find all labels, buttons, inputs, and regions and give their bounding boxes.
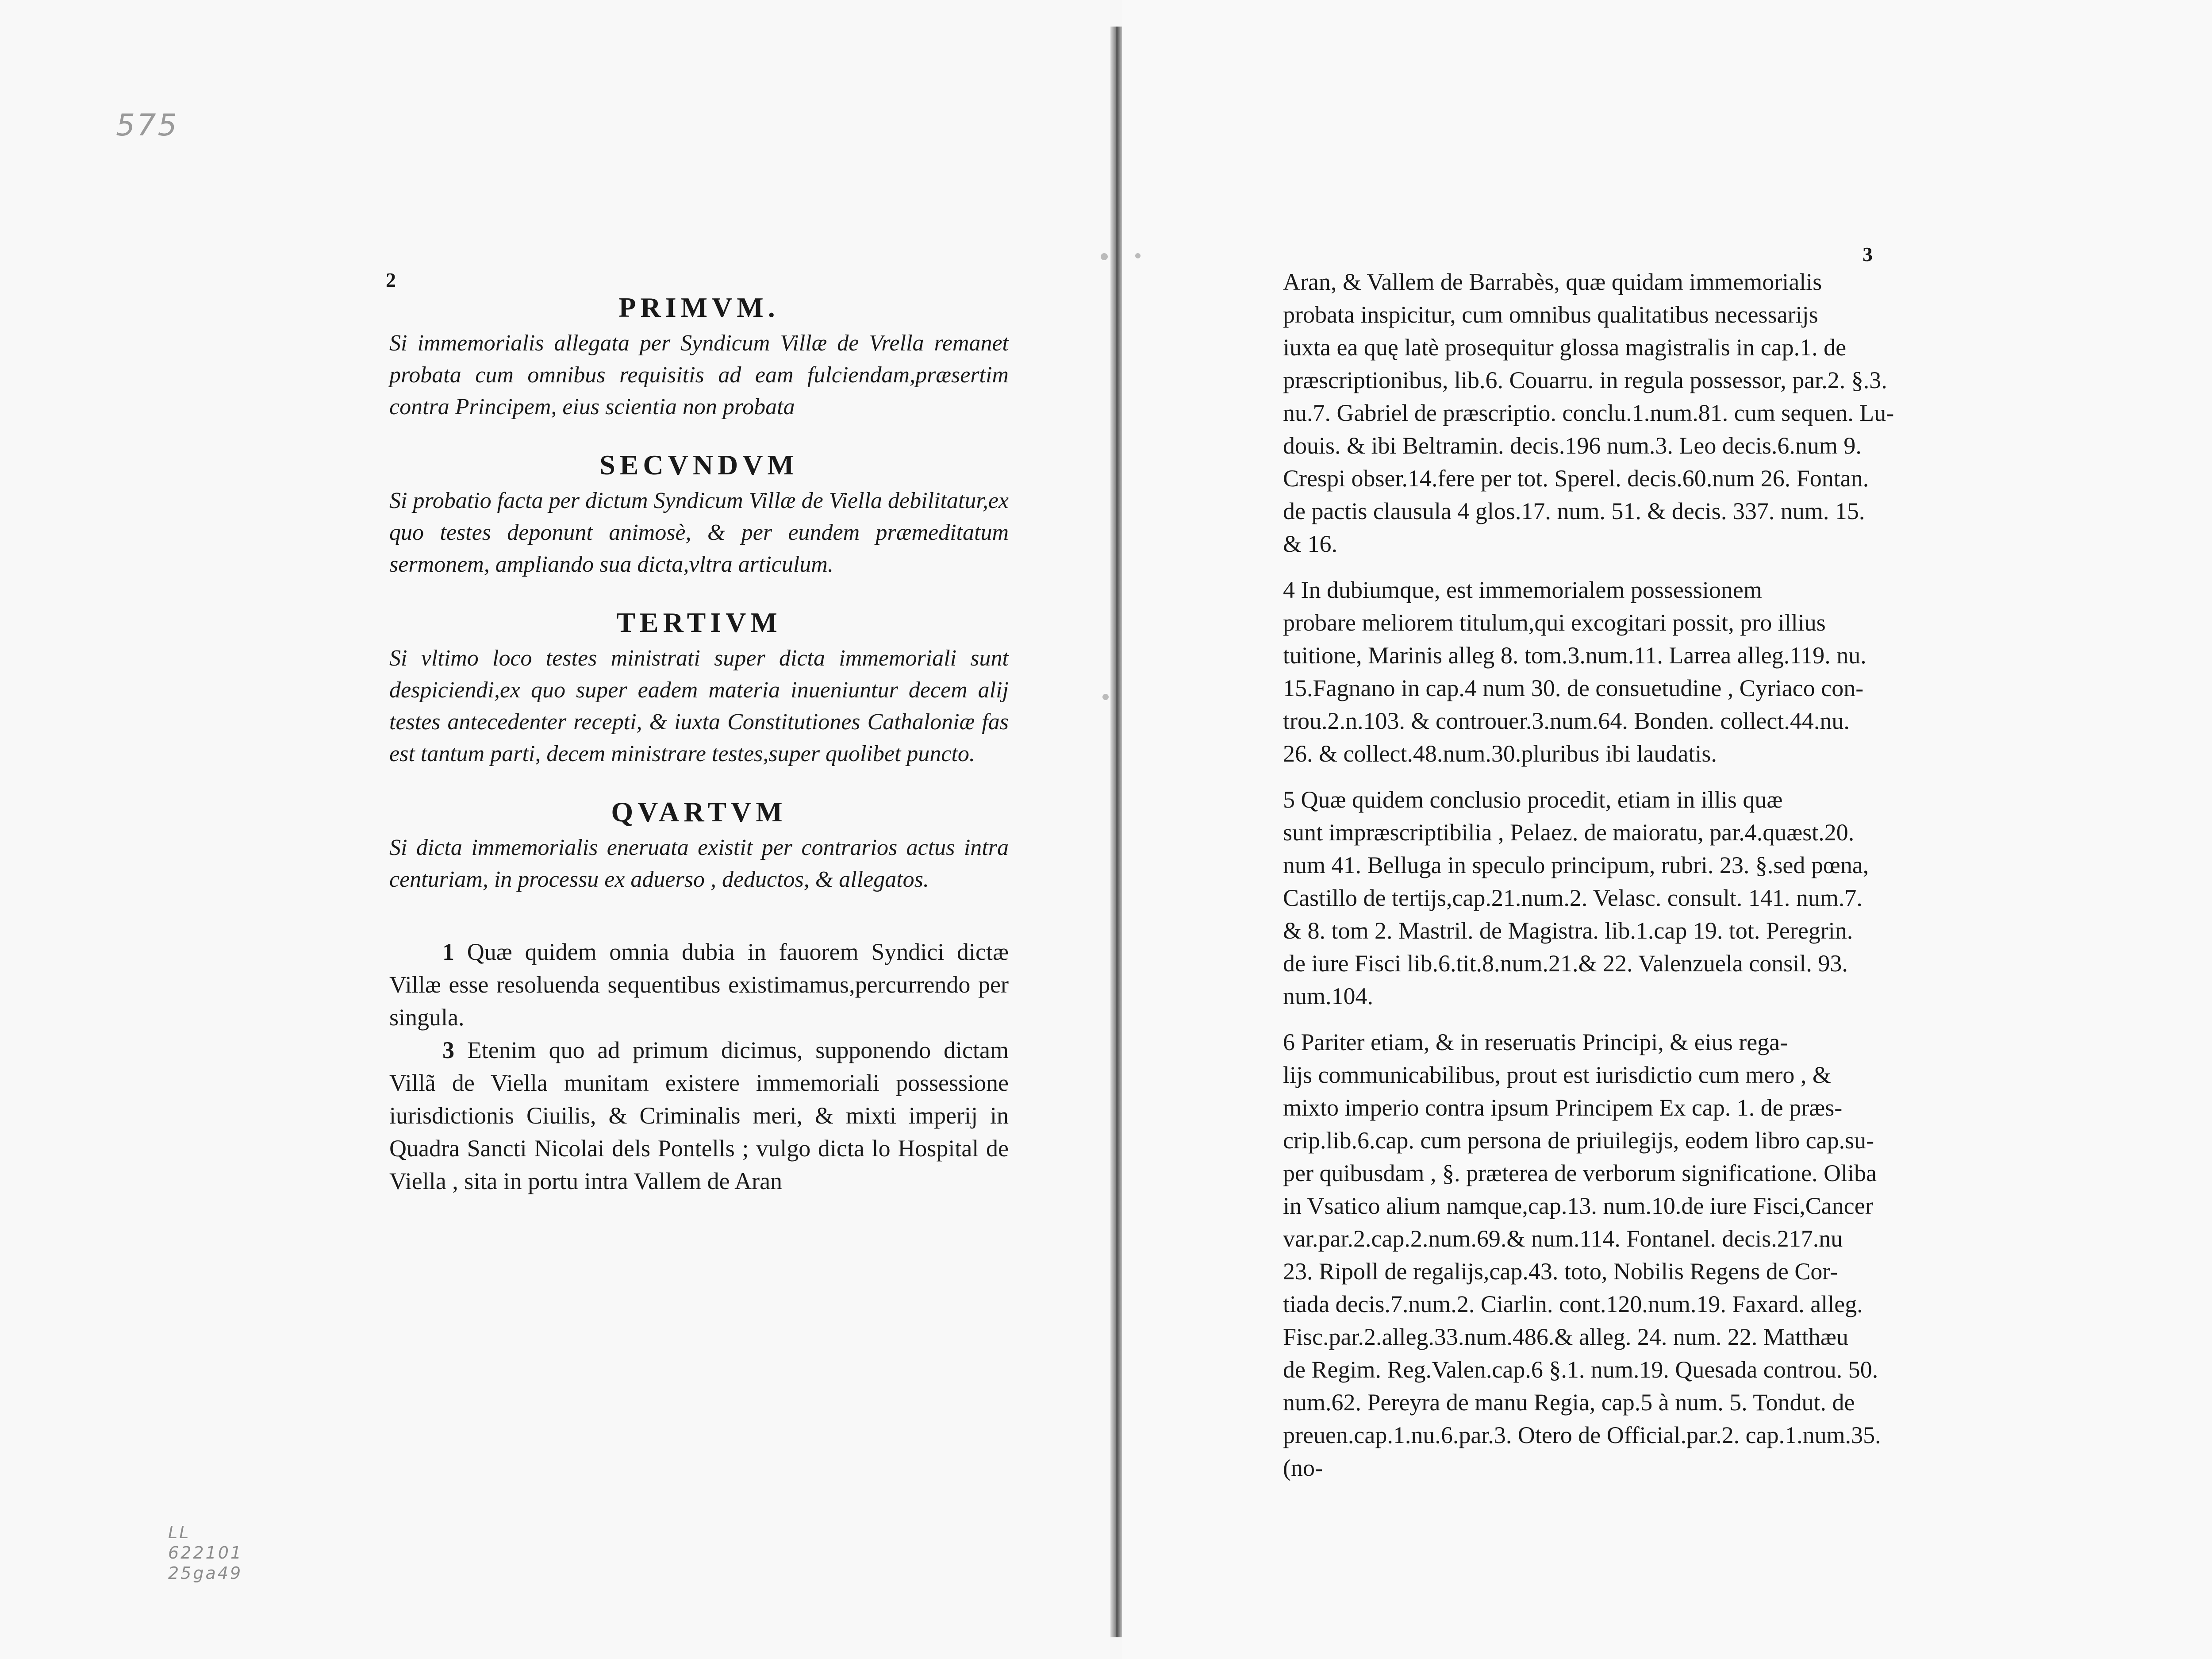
text-line: 23. Ripoll de regalijs,cap.43. toto, Nobilis Regens de Cor- [1283,1258,1838,1285]
ink-speck [1102,694,1109,700]
book-gutter [1110,27,1122,1637]
text-line: de Regim. Reg.Valen.cap.6 §.1. num.19. Quesada controu. 50. [1283,1356,1878,1383]
text-line: iuxta ea quę latè prosequitur glossa magistralis in cap.1. de [1283,334,1847,361]
text-line: de pactis clausula 4 glos.17. num. 51. & decis. 337. num. 15. [1283,498,1865,524]
section-heading-4: QVARTVM [611,796,787,828]
text-line: (no- [1283,1455,1323,1481]
paragraph-number: 1 [442,939,454,965]
text-line: num.104. [1283,983,1374,1009]
text-line: & 8. tom 2. Mastril. de Magistra. lib.1.cap 19. tot. Peregrin. [1283,917,1853,944]
text-line: 15.Fagnano in cap.4 num 30. de consuetudine , Cyriaco con- [1283,675,1864,701]
text-line: probare meliorem titulum,qui excogitari possit, pro illius [1283,609,1826,636]
paragraph-text: Etenim quo ad primum dicimus, supponendo dictam Villã de Viella munitam existere immemoriali possessione iurisdictionis Ciuilis, & Criminalis meri, & mixti imperij in Quadra Sancti Nicolai dels Pontells ; vulgo dicta lo Hospital de Viella , sita in portu intra Vallem de Aran [389,1037,1009,1194]
paragraph-number: 3 [442,1037,454,1063]
text-line: præscriptionibus, lib.6. Couarru. in regula possessor, par.2. §.3. [1283,367,1887,393]
text-line: Aran, & Vallem de Barrabès, quæ quidam immemorialis [1283,269,1822,295]
text-line: tiada decis.7.num.2. Ciarlin. cont.120.num.19. Faxard. alleg. [1283,1291,1863,1317]
section-question-3: Si vltimo loco testes ministrati super dicta immemoriali sunt despiciendi,ex quo super eadem materia inueniuntur decem alij testes antecedenter recepti, & iuxta Constitutiones Cathaloniæ fas est tantum parti, decem ministrare testes,super quolibet puncto. [389,646,1009,766]
text-line: 6 Pariter etiam, & in reseruatis Principi, & eius rega- [1283,1029,1788,1055]
text-line: per quibusdam , §. præterea de verborum significatione. Oliba [1283,1160,1877,1186]
folio-annotation-left: 575 [116,108,179,143]
text-line: 5 Quæ quidem conclusio procedit, etiam in illis quæ [1283,786,1783,813]
text-line: sunt impræscriptibilia , Pelaez. de maioratu, par.4.quæst.20. [1283,819,1855,846]
text-line: mixto imperio contra ipsum Principem Ex cap. 1. de præs- [1283,1094,1843,1121]
text-line: Fisc.par.2.alleg.33.num.486.& alleg. 24. num. 22. Matthæu [1283,1324,1848,1350]
section-heading-2: SECVNDVM [599,449,799,481]
paragraph-spacer [1283,770,1907,783]
numbered-paragraph [389,1034,1009,1197]
shelfmark-annotation: LL 622101 25ga49 [168,1523,243,1583]
text-line: Crespi obser.14.fere per tot. Sperel. decis.60.num 26. Fontan. [1283,465,1869,492]
text-line: douis. & ibi Beltramin. decis.196 num.3. Leo decis.6.num 9. [1283,432,1862,459]
text-line: tuitione, Marinis alleg 8. tom.3.num.11. Larrea alleg.119. nu. [1283,642,1866,669]
text-line: var.par.2.cap.2.num.69.& num.114. Fontanel. decis.217.nu [1283,1225,1843,1252]
text-line: Castillo de tertijs,cap.21.num.2. Velasc. consult. 141. num.7. [1283,885,1863,911]
section-heading-1: PRIMVM. [618,292,780,323]
text-line: 4 In dubiumque, est immemorialem possessionem [1283,577,1762,603]
ink-speck [1135,253,1141,258]
text-line: de iure Fisci lib.6.tit.8.num.21.& 22. Valenzuela consil. 93. [1283,950,1848,977]
text-line: nu.7. Gabriel de præscriptio. conclu.1.num.81. cum sequen. Lu- [1283,400,1894,426]
section-heading-3: TERTIVM [616,607,782,638]
text-line: crip.lib.6.cap. cum persona de priuilegijs, eodem libro cap.su- [1283,1127,1874,1154]
text-line: trou.2.n.103. & controuer.3.num.64. Bonden. collect.44.nu. [1283,708,1850,734]
text-line: in Vsatico alium namque,cap.13. num.10.de iure Fisci,Cancer [1283,1193,1873,1219]
right-text-column [1283,266,1907,1484]
text-line: probata inspicitur, cum omnibus qualitatibus necessarijs [1283,301,1818,328]
paragraph-spacer [1283,560,1907,574]
text-line: lijs communicabilibus, prout est iurisdictio cum mero , & [1283,1062,1831,1088]
section-question-4: Si dicta immemorialis eneruata existit per contrarios actus intra centuriam, in processu ex aduerso , deductos, & allegatos. [389,835,1009,892]
section-question-1: Si immemorialis allegata per Syndicum Villæ de Vrella remanet probata cum omnibus requisitis ad eam fulciendam,præsertim contra Principem, eius scientia non probata [389,331,1009,420]
paragraph-text: Quæ quidem omnia dubia in fauorem Syndici dictæ Villæ esse resoluenda sequentibus existimamus,percurrendo per singula. [389,939,1009,1031]
ink-speck [1101,253,1108,260]
left-text-column [389,279,1009,1197]
paragraph-spacer [1283,1012,1907,1026]
text-line: & 16. [1283,531,1338,557]
text-line: num.62. Pereyra de manu Regia, cap.5 à num. 5. Tondut. de [1283,1389,1855,1416]
page-number-left: 2 [386,269,396,291]
text-line: num 41. Belluga in speculo principum, rubri. 23. §.sed pœna, [1283,852,1869,878]
text-line: preuen.cap.1.nu.6.par.3. Otero de Official.par.2. cap.1.num.35. [1283,1422,1881,1448]
text-line: 26. & collect.48.num.30.pluribus ibi laudatis. [1283,740,1717,767]
page-number-right: 3 [1863,243,1873,266]
section-question-2: Si probatio facta per dictum Syndicum Villæ de Viella debilitatur,ex quo testes deponunt animosè, & per eundem præmeditatum sermonem, ampliando sua dicta,vltra articulum. [389,488,1009,577]
numbered-paragraph [389,935,1009,1034]
